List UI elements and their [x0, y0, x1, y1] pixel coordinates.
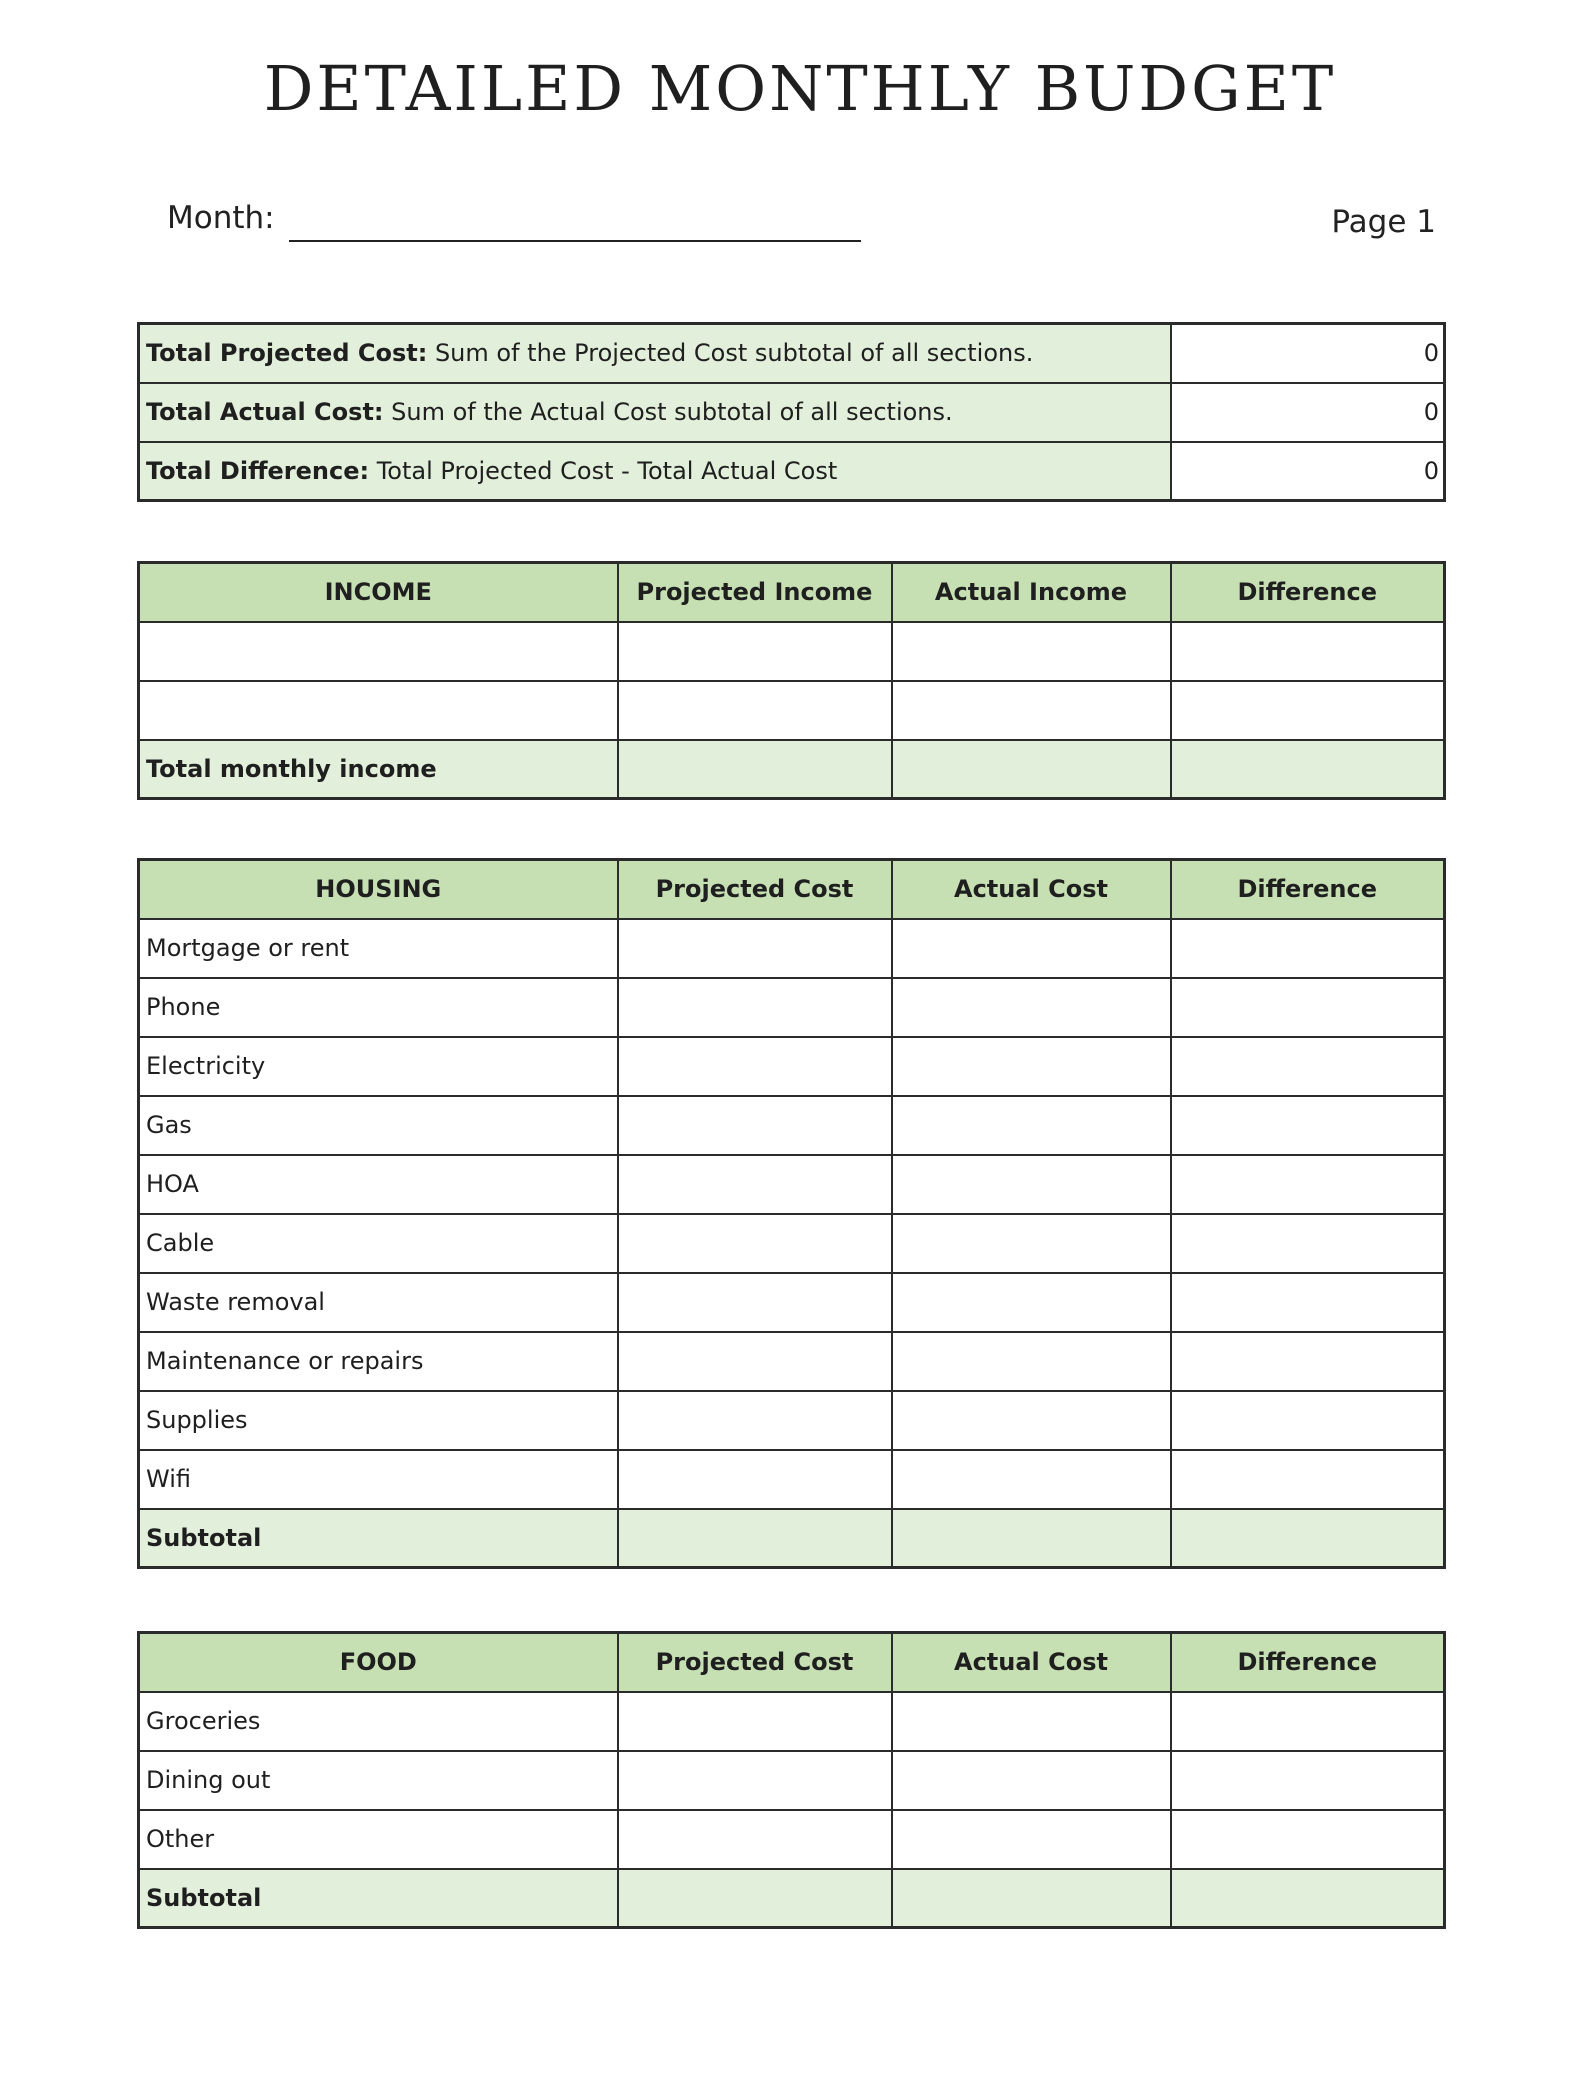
food-subtotal-row — [139, 1869, 1445, 1928]
total-difference-label — [139, 442, 1171, 501]
housing-item-label: Electricity — [139, 1037, 618, 1096]
housing-difference-cell[interactable] — [1171, 919, 1445, 978]
food-item-label: Other — [139, 1810, 618, 1869]
housing-actual-cell[interactable] — [892, 1332, 1171, 1391]
housing-subtotal-difference-cell[interactable] — [1171, 1509, 1445, 1568]
income-table — [137, 561, 1446, 800]
income-source-cell[interactable] — [139, 622, 618, 681]
food-item-label: Dining out — [139, 1751, 618, 1810]
table-row — [139, 919, 1445, 978]
food-subtotal-difference-cell[interactable] — [1171, 1869, 1445, 1928]
housing-item-label: Waste removal — [139, 1273, 618, 1332]
income-difference-cell[interactable] — [1171, 622, 1445, 681]
housing-difference-cell[interactable] — [1171, 1155, 1445, 1214]
housing-difference-cell[interactable] — [1171, 1391, 1445, 1450]
housing-difference-cell[interactable] — [1171, 978, 1445, 1037]
housing-subtotal-row — [139, 1509, 1445, 1568]
housing-projected-cell[interactable] — [618, 919, 892, 978]
housing-item-label: Wifi — [139, 1450, 618, 1509]
housing-difference-cell[interactable] — [1171, 1037, 1445, 1096]
income-header-row — [139, 563, 1445, 622]
housing-header: HOUSING — [139, 860, 618, 919]
projected-income-cell[interactable] — [618, 622, 892, 681]
income-source-cell[interactable] — [139, 681, 618, 740]
housing-header-row — [139, 860, 1445, 919]
totals-table — [137, 322, 1446, 502]
total-projected-description: Sum of the Projected Cost subtotal of all sections. — [427, 339, 1034, 368]
housing-projected-cell[interactable] — [618, 1096, 892, 1155]
total-projected-income-cell[interactable] — [618, 740, 892, 799]
housing-actual-cell[interactable] — [892, 1273, 1171, 1332]
housing-item-label: Cable — [139, 1214, 618, 1273]
housing-projected-cell[interactable] — [618, 1450, 892, 1509]
table-row — [139, 1391, 1445, 1450]
food-item-label: Groceries — [139, 1692, 618, 1751]
total-income-difference-cell[interactable] — [1171, 740, 1445, 799]
food-header-row — [139, 1633, 1445, 1692]
table-row — [139, 1751, 1445, 1810]
housing-item-label: Phone — [139, 978, 618, 1037]
food-difference-cell[interactable] — [1171, 1751, 1445, 1810]
housing-projected-cell[interactable] — [618, 1391, 892, 1450]
housing-projected-cell[interactable] — [618, 1273, 892, 1332]
housing-item-label: Maintenance or repairs — [139, 1332, 618, 1391]
housing-actual-cell[interactable] — [892, 978, 1171, 1037]
income-header: INCOME — [139, 563, 618, 622]
table-row — [139, 1214, 1445, 1273]
housing-item-label: Supplies — [139, 1391, 618, 1450]
housing-table — [137, 858, 1446, 1569]
total-actual-title: Total Actual Cost: — [146, 398, 384, 426]
table-row — [139, 1037, 1445, 1096]
food-actual-cell[interactable] — [892, 1810, 1171, 1869]
month-input-line[interactable] — [289, 240, 861, 242]
housing-actual-cell[interactable] — [892, 1096, 1171, 1155]
food-difference-cell[interactable] — [1171, 1692, 1445, 1751]
income-total-row — [139, 740, 1445, 799]
month-label: Month: — [167, 200, 275, 236]
total-actual-row — [139, 383, 1445, 442]
table-row — [139, 1155, 1445, 1214]
housing-projected-cell[interactable] — [618, 1332, 892, 1391]
food-actual-cell[interactable] — [892, 1751, 1171, 1810]
food-subtotal-label: Subtotal — [139, 1869, 618, 1928]
projected-income-cell[interactable] — [618, 681, 892, 740]
actual-income-header: Actual Income — [892, 563, 1171, 622]
housing-projected-cell[interactable] — [618, 1037, 892, 1096]
housing-item-label: Mortgage or rent — [139, 919, 618, 978]
housing-actual-cell[interactable] — [892, 1450, 1171, 1509]
housing-actual-header: Actual Cost — [892, 860, 1171, 919]
food-subtotal-actual-cell[interactable] — [892, 1869, 1171, 1928]
housing-subtotal-actual-cell[interactable] — [892, 1509, 1171, 1568]
total-difference-value[interactable]: 0 — [1171, 442, 1445, 501]
housing-difference-cell[interactable] — [1171, 1096, 1445, 1155]
food-projected-cell[interactable] — [618, 1810, 892, 1869]
total-income-label: Total monthly income — [139, 740, 618, 799]
actual-income-cell[interactable] — [892, 622, 1171, 681]
housing-actual-cell[interactable] — [892, 1214, 1171, 1273]
food-subtotal-projected-cell[interactable] — [618, 1869, 892, 1928]
total-projected-row — [139, 324, 1445, 383]
housing-projected-header: Projected Cost — [618, 860, 892, 919]
table-row — [139, 1450, 1445, 1509]
table-row — [139, 1692, 1445, 1751]
food-actual-cell[interactable] — [892, 1692, 1171, 1751]
housing-projected-cell[interactable] — [618, 978, 892, 1037]
housing-subtotal-label: Subtotal — [139, 1509, 618, 1568]
housing-difference-cell[interactable] — [1171, 1450, 1445, 1509]
food-actual-header: Actual Cost — [892, 1633, 1171, 1692]
total-actual-description: Sum of the Actual Cost subtotal of all sections. — [383, 398, 953, 426]
total-projected-value[interactable]: 0 — [1171, 324, 1445, 383]
food-difference-header: Difference — [1171, 1633, 1445, 1692]
total-difference-description: Total Projected Cost - Total Actual Cost — [369, 456, 838, 485]
table-row — [139, 978, 1445, 1037]
page-number: Page 1 — [1331, 204, 1436, 240]
housing-difference-cell[interactable] — [1171, 1332, 1445, 1391]
housing-actual-cell[interactable] — [892, 1037, 1171, 1096]
housing-actual-cell[interactable] — [892, 919, 1171, 978]
total-actual-income-cell[interactable] — [892, 740, 1171, 799]
actual-income-cell[interactable] — [892, 681, 1171, 740]
housing-difference-header: Difference — [1171, 860, 1445, 919]
income-difference-cell[interactable] — [1171, 681, 1445, 740]
food-header: FOOD — [139, 1633, 618, 1692]
food-projected-header: Projected Cost — [618, 1633, 892, 1692]
housing-difference-cell[interactable] — [1171, 1273, 1445, 1332]
food-difference-cell[interactable] — [1171, 1810, 1445, 1869]
page-title: DETAILED MONTHLY BUDGET — [263, 52, 1337, 125]
housing-actual-cell[interactable] — [892, 1391, 1171, 1450]
housing-item-label: Gas — [139, 1096, 618, 1155]
total-actual-value[interactable]: 0 — [1171, 383, 1445, 442]
total-projected-label — [139, 324, 1171, 383]
total-difference-title: Total Difference: — [146, 456, 370, 485]
total-difference-row — [139, 442, 1445, 501]
income-row — [139, 681, 1445, 740]
housing-difference-cell[interactable] — [1171, 1214, 1445, 1273]
housing-subtotal-projected-cell[interactable] — [618, 1509, 892, 1568]
projected-income-header: Projected Income — [618, 563, 892, 622]
table-row — [139, 1810, 1445, 1869]
table-row — [139, 1332, 1445, 1391]
food-projected-cell[interactable] — [618, 1692, 892, 1751]
income-difference-header: Difference — [1171, 563, 1445, 622]
total-actual-label — [139, 383, 1171, 442]
income-row — [139, 622, 1445, 681]
table-row — [139, 1096, 1445, 1155]
food-table — [137, 1631, 1446, 1929]
housing-actual-cell[interactable] — [892, 1155, 1171, 1214]
housing-projected-cell[interactable] — [618, 1155, 892, 1214]
food-projected-cell[interactable] — [618, 1751, 892, 1810]
housing-item-label: HOA — [139, 1155, 618, 1214]
table-row — [139, 1273, 1445, 1332]
total-projected-title: Total Projected Cost: — [146, 339, 428, 368]
housing-projected-cell[interactable] — [618, 1214, 892, 1273]
